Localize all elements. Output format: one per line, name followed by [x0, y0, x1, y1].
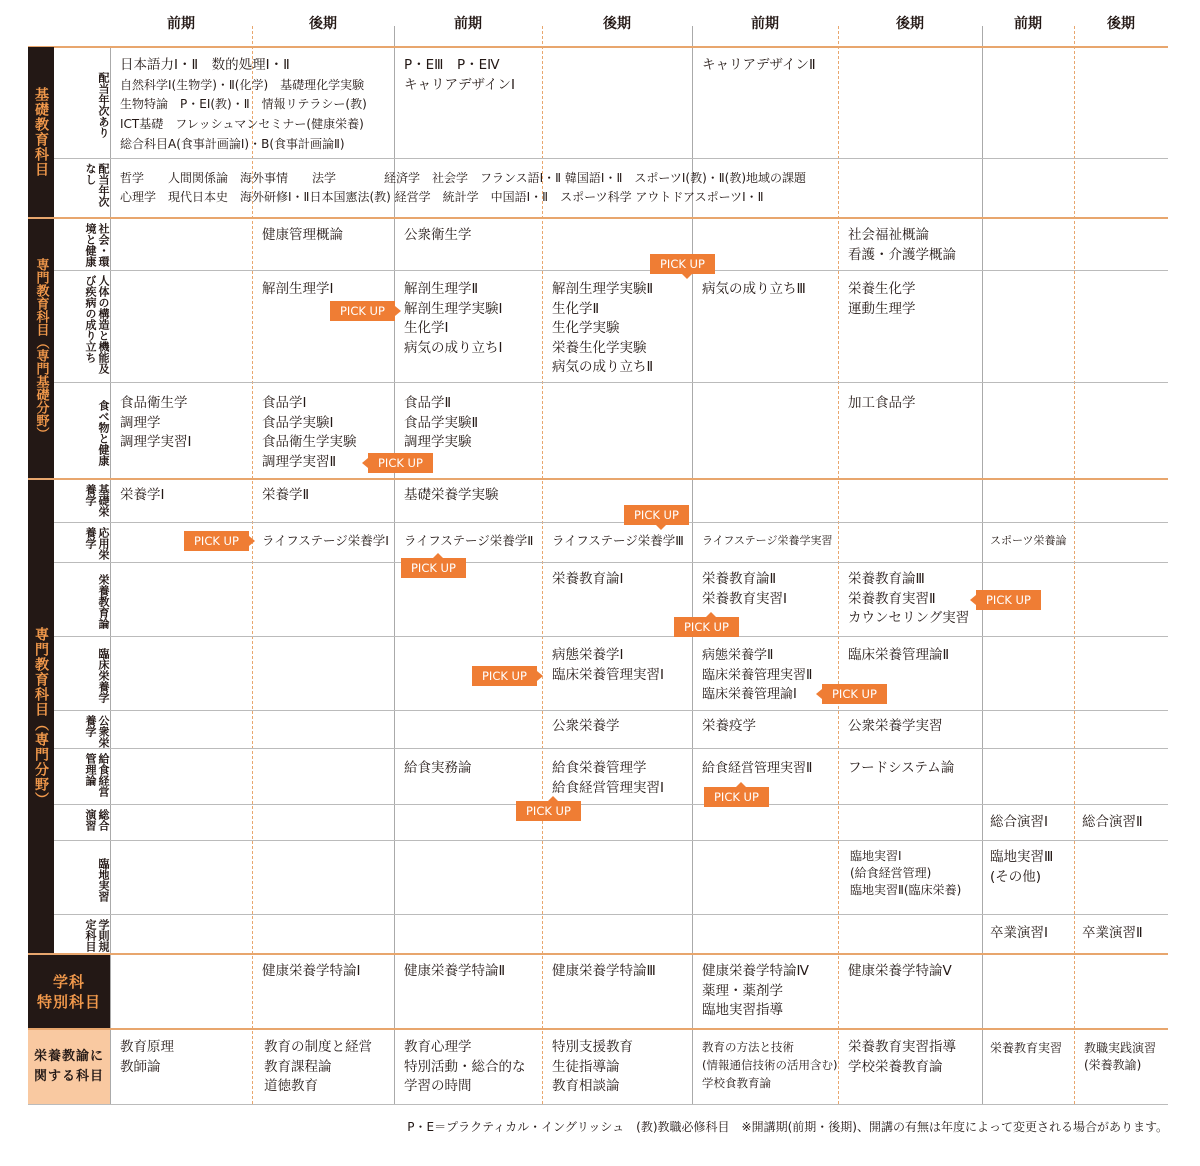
- course-cell: 解剖生理学Ⅱ 解剖生理学実験Ⅰ 生化学Ⅰ 病気の成り立ちⅠ: [404, 281, 503, 356]
- pickup-badge[interactable]: PICK UP: [472, 666, 537, 686]
- divider: [28, 158, 1168, 159]
- course-cell: ライフステージ栄養学Ⅰ: [262, 533, 389, 548]
- course-cell: キャリアデザインⅠ: [404, 77, 516, 93]
- course-cell: 栄養学Ⅱ: [262, 487, 310, 503]
- course-cell: 基礎栄養学実験: [404, 487, 499, 503]
- course-cell: 総合科目A(食事計画論Ⅰ)・B(食事計画論Ⅱ): [120, 137, 345, 151]
- divider: [54, 270, 1168, 271]
- divider: [28, 478, 1168, 480]
- course-cell: 教育の制度と経営 教育課程論 道徳教育: [264, 1039, 372, 1094]
- course-cell: 生物特論 P・EⅠ(教)・Ⅱ 情報リテラシー(教): [120, 97, 367, 111]
- pickup-badge[interactable]: PICK UP: [184, 531, 249, 551]
- course-cell: 解剖生理学Ⅰ: [262, 281, 334, 297]
- course-cell: 公衆衛生学: [404, 227, 472, 243]
- pickup-badge[interactable]: PICK UP: [624, 505, 689, 525]
- course-cell: 健康栄養学特論Ⅱ: [404, 963, 506, 979]
- course-cell: 解剖生理学実験Ⅱ 生化学Ⅱ 生化学実験 栄養生化学実験 病気の成り立ちⅡ: [552, 281, 654, 375]
- pickup-badge[interactable]: PICK UP: [368, 453, 433, 473]
- course-cell: 栄養生化学 運動生理学: [848, 281, 916, 317]
- col-header: 前期: [454, 16, 482, 32]
- course-cell: 特別支援教育 生徒指導論 教育相談論: [552, 1039, 633, 1094]
- course-cell: 総合演習Ⅰ: [990, 814, 1048, 830]
- course-cell: 食品学Ⅱ 食品学実験Ⅱ 調理学実験: [404, 395, 479, 450]
- course-cell: 給食栄養管理学 給食経営管理実習Ⅰ: [552, 760, 664, 796]
- col-header: 前期: [751, 16, 779, 32]
- pickup-badge[interactable]: PICK UP: [401, 558, 466, 578]
- course-cell: 栄養教育論Ⅲ 栄養教育実習Ⅱ カウンセリング実習: [848, 571, 970, 626]
- sub-koshu: 公衆栄養学: [84, 715, 110, 748]
- course-cell: キャリアデザインⅡ: [702, 57, 816, 73]
- course-cell: ライフステージ栄養学Ⅲ: [552, 533, 684, 548]
- course-cell: 臨床栄養管理論Ⅱ: [848, 647, 950, 663]
- divider: [252, 26, 253, 1104]
- course-cell: 総合演習Ⅱ: [1082, 814, 1143, 830]
- course-cell: 給食経営管理実習Ⅱ: [702, 761, 813, 776]
- divider: [28, 46, 1168, 48]
- course-cell: 健康栄養学特論Ⅲ: [552, 963, 656, 979]
- divider: [54, 710, 1168, 711]
- course-cell: 健康管理概論: [262, 227, 343, 243]
- sub-haito-ari: 配当年次あり: [97, 71, 110, 138]
- divider: [54, 914, 1168, 915]
- col-header: 前期: [167, 16, 195, 32]
- course-cell: 教育原理 教師論: [120, 1039, 174, 1075]
- divider: [54, 804, 1168, 805]
- divider: [28, 953, 1168, 955]
- sub-jintai: 人体の構造と機能及び疾病の成り立ち: [84, 275, 110, 374]
- col-header: 後期: [603, 16, 631, 32]
- course-cell: 健康栄養学特論Ⅰ: [262, 963, 361, 979]
- pickup-badge[interactable]: PICK UP: [330, 301, 395, 321]
- pickup-badge[interactable]: PICK UP: [976, 590, 1041, 610]
- category-kiso: 基礎教育科目: [28, 47, 54, 217]
- course-cell: 卒業演習Ⅰ: [990, 925, 1048, 941]
- divider: [542, 26, 543, 1104]
- course-cell: 卒業演習Ⅱ: [1082, 925, 1143, 941]
- divider: [28, 1028, 1168, 1030]
- divider: [54, 636, 1168, 637]
- course-cell: 心理学 現代日本史 海外研修Ⅰ・Ⅱ日本国憲法(教) 経営学 統計学 中国語Ⅰ・Ⅱ スポーツ科学 アウトドアスポーツⅠ・Ⅱ: [120, 190, 764, 204]
- divider: [28, 217, 1168, 219]
- category-senmon: 専門教育科目（専門分野）: [28, 480, 54, 953]
- course-cell: 栄養教育論Ⅰ: [552, 571, 624, 587]
- divider: [692, 26, 693, 1104]
- course-cell: 栄養教育実習: [990, 1041, 1063, 1055]
- course-cell: 病気の成り立ちⅢ: [702, 281, 806, 297]
- sub-tabemono: 食べ物と健康: [97, 399, 110, 466]
- sub-haito-nashi: 配当年次なし: [84, 163, 110, 207]
- course-cell: 栄養学Ⅰ: [120, 487, 165, 503]
- course-cell: スポーツ栄養論: [990, 534, 1067, 547]
- course-cell: 公衆栄養学実習: [848, 718, 943, 734]
- sub-kyoiku: 栄養教育論: [97, 574, 110, 629]
- pickup-badge[interactable]: PICK UP: [704, 787, 769, 807]
- course-cell: 臨地実習Ⅲ (その他): [990, 849, 1054, 885]
- course-cell: 社会福祉概論 看護・介護学概論: [848, 227, 956, 263]
- course-cell: 病態栄養学Ⅰ 臨床栄養管理実習Ⅰ: [552, 647, 664, 683]
- sub-rinchi: 臨地実習: [97, 857, 110, 902]
- course-cell: 病態栄養学Ⅱ 臨床栄養管理実習Ⅱ 臨床栄養管理論Ⅰ: [702, 648, 813, 702]
- course-cell: 公衆栄養学: [552, 718, 620, 734]
- course-cell: 食品学Ⅰ 食品学実験Ⅰ 食品衛生学実験 調理学実習Ⅱ: [262, 395, 357, 470]
- course-cell: 臨地実習Ⅰ (給食経営管理) 臨地実習Ⅱ(臨床栄養): [850, 849, 962, 897]
- divider: [54, 522, 1168, 523]
- course-cell: 教職実践演習 (栄養教諭): [1084, 1041, 1157, 1072]
- course-cell: 栄養教育論Ⅱ 栄養教育実習Ⅰ: [702, 571, 787, 607]
- category-kyoyu: 栄養教諭に 関する科目: [28, 1030, 110, 1104]
- category-senmon-kiso: 専門教育科目（専門基礎分野）: [28, 219, 54, 478]
- divider: [54, 562, 1168, 563]
- category-tokubetsu: 学科 特別科目: [28, 955, 110, 1028]
- col-header: 後期: [896, 16, 924, 32]
- pickup-badge[interactable]: PICK UP: [516, 801, 581, 821]
- divider: [28, 1104, 1168, 1105]
- col-header: 前期: [1014, 16, 1042, 32]
- col-header: 後期: [309, 16, 337, 32]
- course-cell: 健康栄養学特論Ⅴ: [848, 963, 952, 979]
- sub-kyushoku: 給食経営管理論: [84, 753, 110, 797]
- pickup-badge[interactable]: PICK UP: [650, 254, 715, 274]
- divider: [54, 748, 1168, 749]
- course-cell: 加工食品学: [848, 395, 916, 411]
- course-cell: P・EⅢ P・EⅣ: [404, 57, 500, 73]
- course-cell: 栄養疫学: [702, 718, 756, 734]
- course-cell: 自然科学Ⅰ(生物学)・Ⅱ(化学) 基礎理化学実験: [120, 78, 365, 92]
- course-cell: 健康栄養学特論Ⅳ 薬理・薬剤学 臨地実習指導: [702, 963, 809, 1018]
- course-cell: 教育心理学 特別活動・総合的な 学習の時間: [404, 1039, 526, 1094]
- sub-kenko: 社会・環境と健康: [84, 223, 110, 267]
- course-cell: 日本語力Ⅰ・Ⅱ 数的処理Ⅰ・Ⅱ: [120, 57, 290, 73]
- course-cell: ライフステージ栄養学実習: [702, 534, 833, 547]
- sub-sogo: 総合演習: [84, 809, 110, 831]
- course-cell: 給食実務論: [404, 760, 472, 776]
- course-cell: 哲学 人間関係論 海外事情 法学 経済学 社会学 フランス語Ⅰ・Ⅱ 韓国語Ⅰ・Ⅱ スポーツⅠ(教)・Ⅱ(教)地域の課題: [120, 171, 807, 185]
- col-header: 後期: [1107, 16, 1135, 32]
- course-cell: 教育の方法と技術 (情報通信技術の活用含む) 学校食教育論: [702, 1040, 838, 1090]
- divider: [838, 26, 839, 1104]
- pickup-badge[interactable]: PICK UP: [674, 617, 739, 637]
- footnote: P・E＝プラクティカル・イングリッシュ (教)教職必修科目 ※開講期(前期・後期)、開講の有無は年度によって変更される場合があります。: [407, 1120, 1168, 1134]
- sub-kiso-eiyo: 基礎栄養学: [84, 484, 110, 517]
- divider: [54, 840, 1168, 841]
- sub-gakusoku: 学則規定科目: [84, 919, 110, 952]
- divider: [394, 26, 395, 1104]
- divider: [54, 382, 1168, 383]
- course-cell: 栄養教育実習指導 学校栄養教育論: [848, 1039, 956, 1075]
- divider: [110, 46, 111, 1104]
- course-cell: ICT基礎 フレッシュマンセミナー(健康栄養): [120, 117, 364, 131]
- course-cell: フードシステム論: [848, 760, 955, 776]
- pickup-badge[interactable]: PICK UP: [822, 684, 887, 704]
- divider: [982, 26, 983, 1104]
- divider: [1074, 26, 1075, 1104]
- sub-oyo: 応用栄養学: [84, 527, 110, 560]
- course-cell: ライフステージ栄養学Ⅱ: [404, 533, 534, 548]
- sub-rinsho: 臨床栄養学: [97, 648, 110, 703]
- course-cell: 食品衛生学 調理学 調理学実習Ⅰ: [120, 395, 192, 450]
